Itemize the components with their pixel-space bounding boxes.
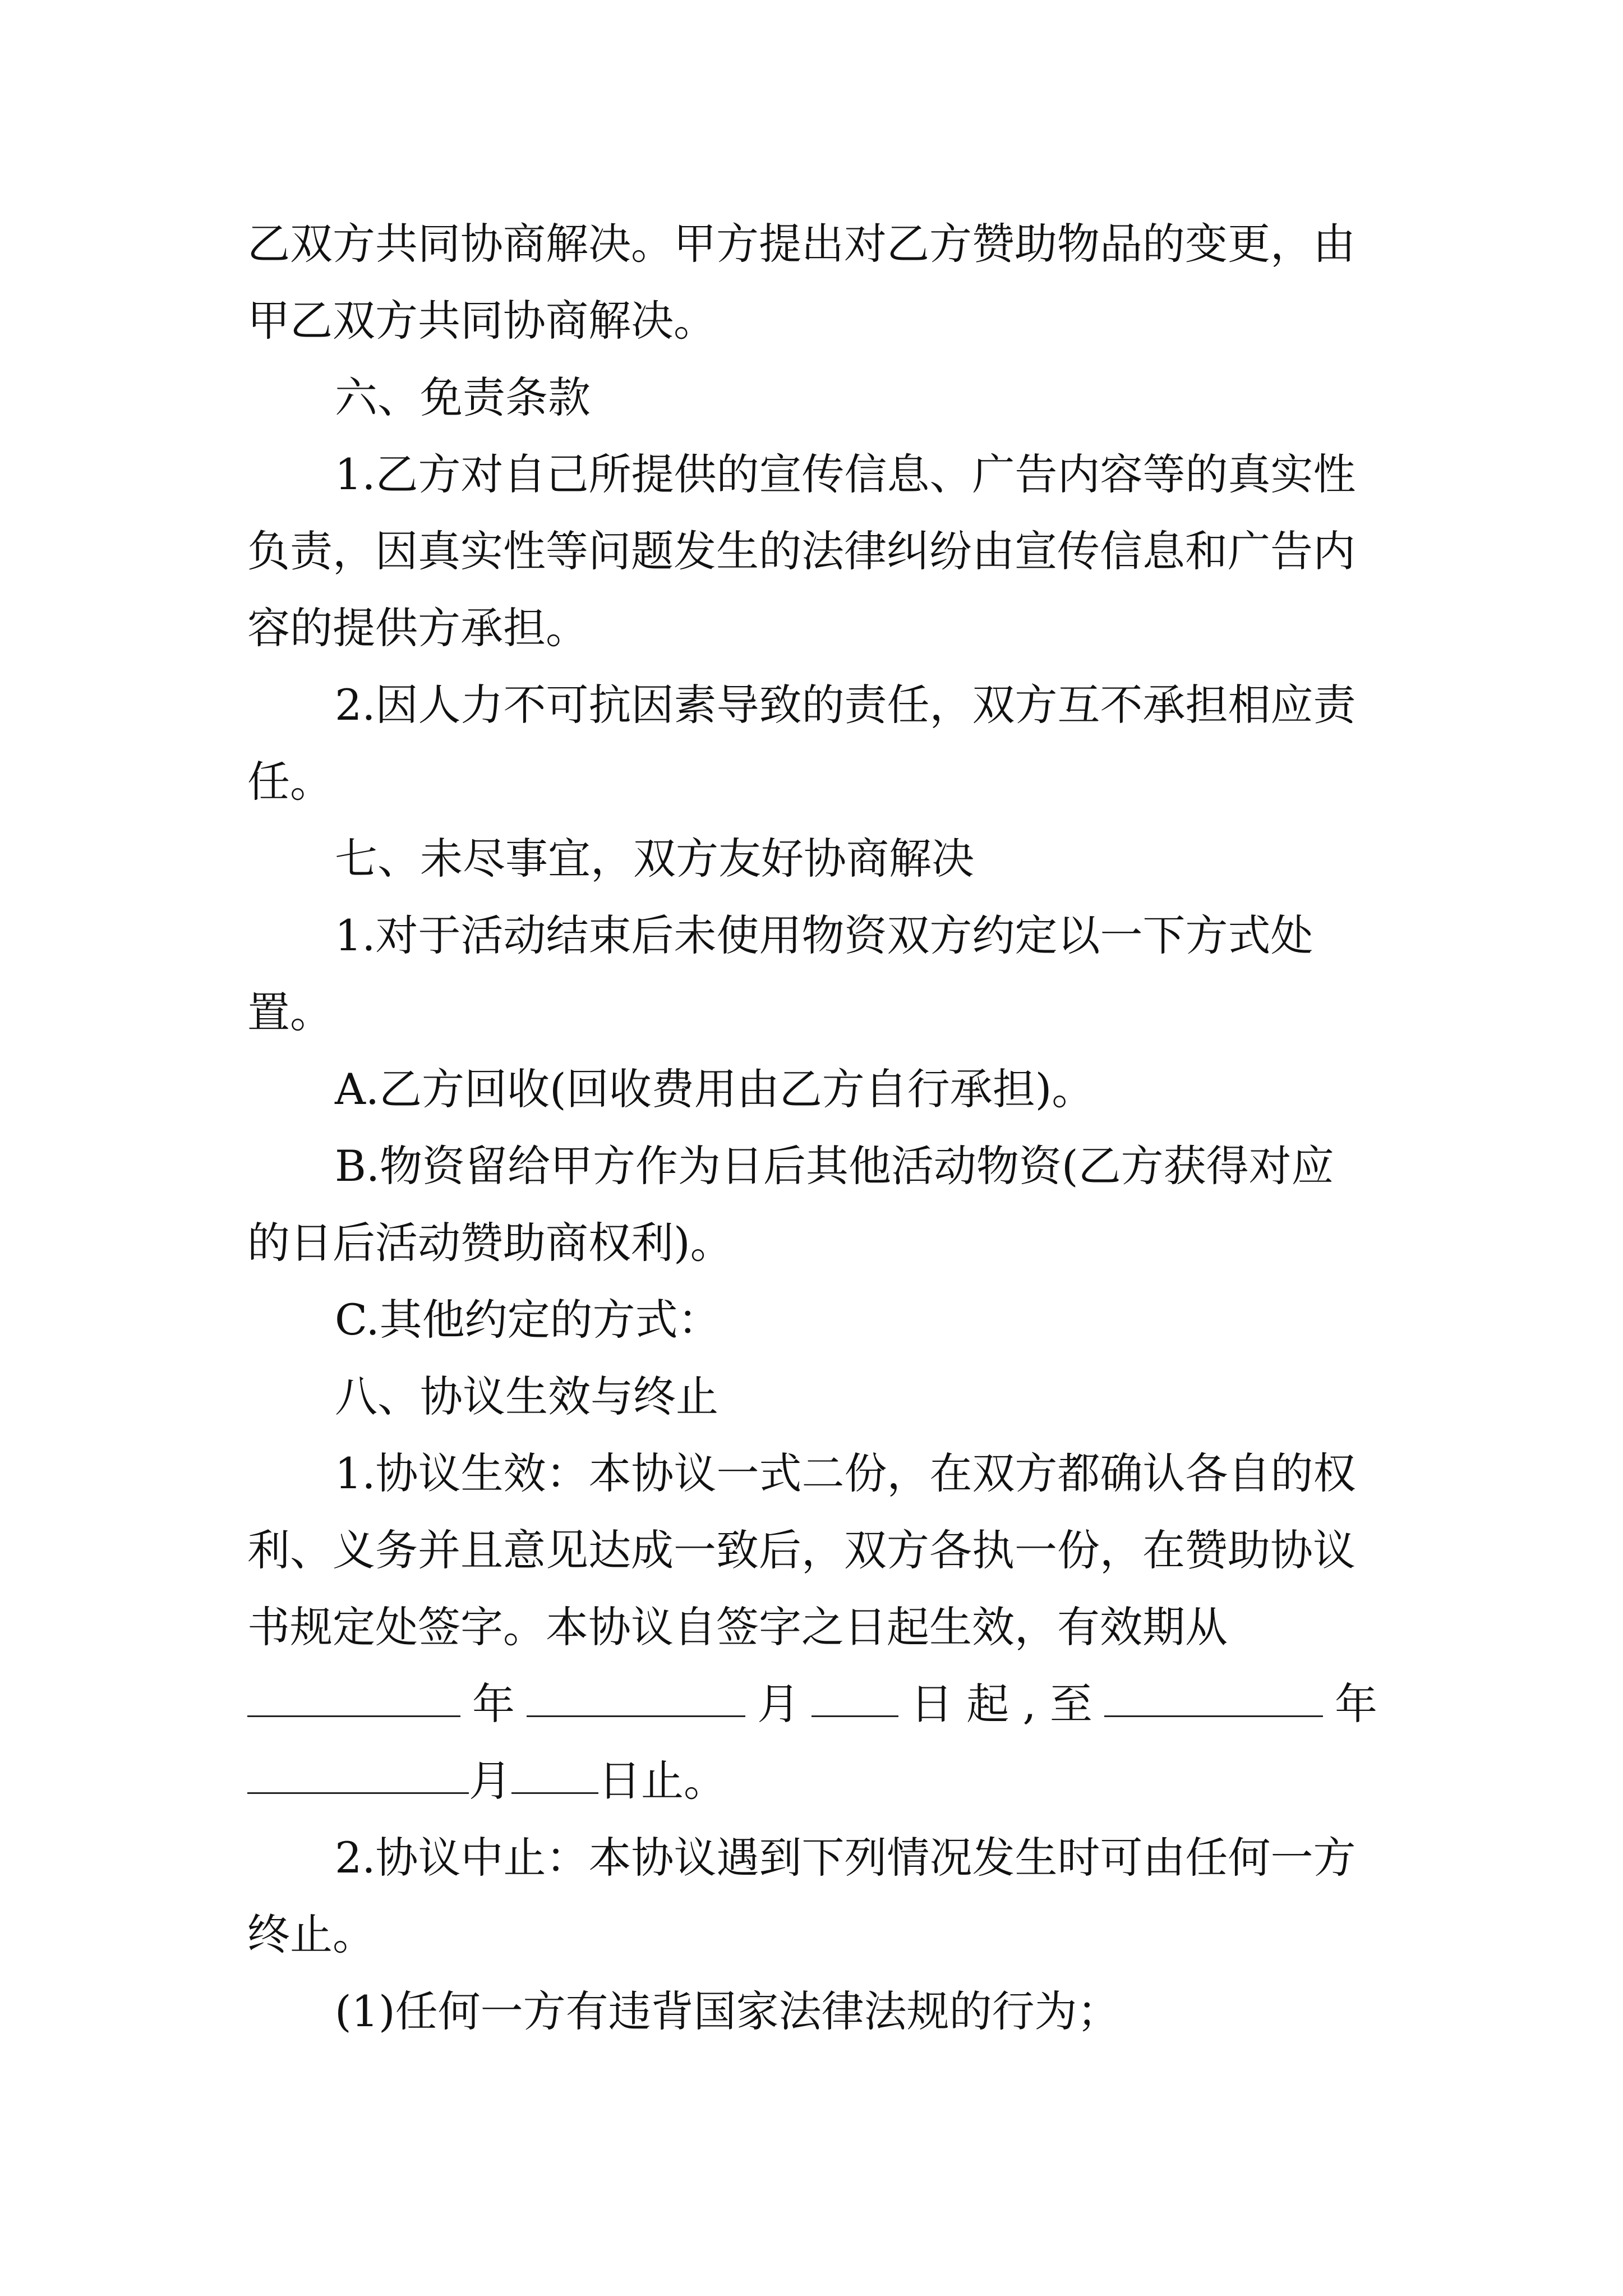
end-day-blank[interactable]	[511, 1753, 598, 1794]
paragraph-line	[247, 1522, 1377, 1579]
text-line: 2.因人力不可抗因素导致的责任，双方互不承担相应责	[335, 680, 1356, 730]
text-line: C.其他约定的方式：	[335, 1295, 721, 1345]
paragraph-line	[335, 1061, 1377, 1117]
text-line: 终止。	[247, 1910, 375, 1959]
text-line: 负责，因真实性等问题发生的法律纠纷由宣传信息和广告内	[247, 526, 1355, 576]
text-line: 任。	[247, 757, 333, 807]
text-line: B.物资留给甲方作为日后其他活动物资(乙方获得对应	[335, 1141, 1334, 1191]
text-line: 2.协议中止：本协议遇到下列情况发生时可由任何一方	[335, 1833, 1356, 1883]
end-year-blank[interactable]	[1104, 1676, 1323, 1717]
text-line: 的日后活动赞助商权利)。	[247, 1218, 733, 1268]
paragraph-line	[335, 908, 1377, 964]
end-month-blank[interactable]	[247, 1753, 469, 1794]
day-blank[interactable]	[811, 1676, 898, 1717]
paragraph-line	[247, 754, 1377, 810]
paragraph-line	[247, 1599, 1377, 1655]
end-month-label: 月	[469, 1756, 511, 1806]
heading-text: 六、免责条款	[335, 372, 591, 422]
paragraph-line	[335, 447, 1377, 503]
paragraph-line	[247, 523, 1377, 579]
year-label: 年	[472, 1679, 515, 1729]
year-blank[interactable]	[247, 1676, 460, 1717]
text-line: 利、义务并且意见达成一致后，双方各执一份，在赞助协议	[247, 1525, 1355, 1575]
date-fill-line	[247, 1676, 1377, 1732]
paragraph-line	[335, 1446, 1377, 1502]
paragraph-line	[247, 1215, 1377, 1271]
text-line: A.乙方回收(回收费用由乙方自行承担)。	[335, 1064, 1095, 1114]
day-from-label: 日 起 , 至	[910, 1679, 1092, 1729]
month-label: 月	[757, 1679, 800, 1729]
paragraph-line	[247, 216, 1377, 272]
paragraph-line	[247, 293, 1377, 349]
paragraph-line	[335, 1138, 1377, 1194]
end-day-label: 日止。	[598, 1756, 726, 1806]
paragraph-line	[335, 677, 1377, 733]
end-year-label: 年	[1334, 1679, 1377, 1729]
text-line: (1)任何一方有违背国家法律法规的行为；	[335, 1986, 1120, 2036]
paragraph-line	[247, 600, 1377, 656]
text-line: 1.对于活动结束后未使用物资双方约定以一下方式处	[335, 910, 1313, 960]
section-heading	[335, 370, 1377, 426]
section-heading	[335, 1369, 1377, 1425]
month-blank[interactable]	[527, 1676, 745, 1717]
text-line: 容的提供方承担。	[247, 603, 588, 653]
text-line: 书规定处签字。本协议自签字之日起生效，有效期从	[247, 1602, 1228, 1652]
paragraph-line	[335, 1830, 1377, 1886]
heading-text: 七、未尽事宜，双方友好协商解决	[335, 834, 974, 884]
text-line: 置。	[247, 987, 333, 1037]
section-heading	[335, 831, 1377, 887]
paragraph-line	[335, 1984, 1377, 2040]
paragraph-line	[335, 1292, 1377, 1348]
paragraph-line	[247, 984, 1377, 1041]
text-line: 甲乙双方共同协商解决。	[247, 296, 716, 346]
paragraph-line	[247, 1907, 1377, 1963]
text-line: 1.乙方对自己所提供的宣传信息、广告内容等的真实性	[335, 449, 1356, 499]
heading-text: 八、协议生效与终止	[335, 1372, 718, 1421]
text-line: 乙双方共同协商解决。甲方提出对乙方赞助物品的变更，由	[247, 219, 1355, 269]
date-fill-line	[247, 1753, 1377, 1809]
text-line: 1.协议生效：本协议一式二份，在双方都确认各自的权	[335, 1448, 1356, 1498]
